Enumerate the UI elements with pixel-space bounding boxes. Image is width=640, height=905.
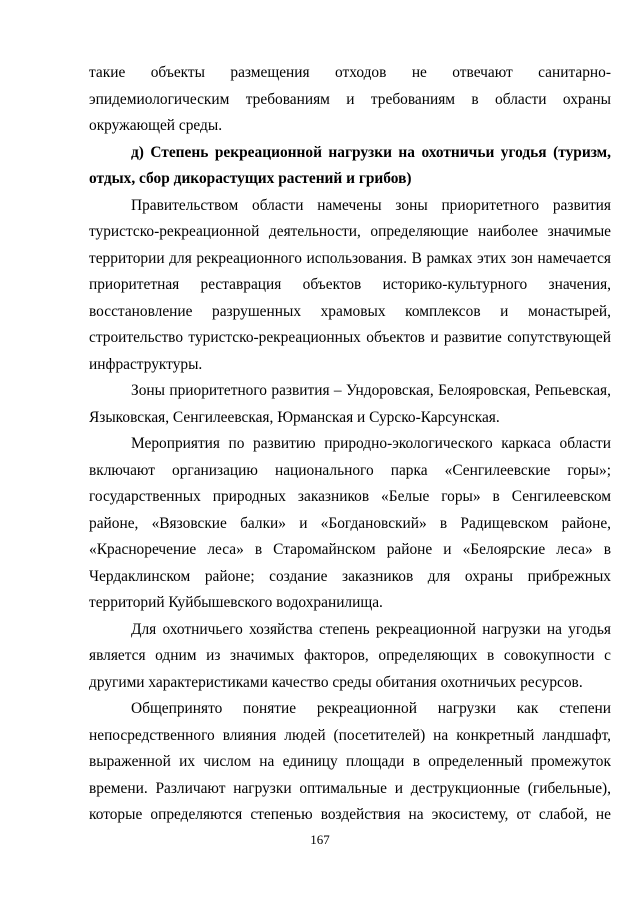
document-body: [89, 60, 611, 829]
text-line: инфраструктуры.: [89, 355, 203, 373]
text-line: Общепринято понятие рекреационной нагрузки как степени: [131, 700, 611, 717]
text-line: которые определяются степенью воздействия на экосистему, от слабой, не: [89, 806, 611, 823]
text-line: районе, «Вязовские балки» и «Богдановский» в Радищевском районе,: [89, 514, 611, 532]
text-line: Для охотничьего хозяйства степень рекреационной нагрузки на угодья: [131, 620, 611, 638]
text-line: Чердаклинском районе; создание заказников для охраны прибрежных: [89, 567, 611, 585]
text-line: такие объекты размещения отходов не отвечают санитарно-: [89, 64, 611, 81]
text-line: другими характеристиками качество среды обитания охотничьих ресурсов.: [89, 673, 583, 691]
section-heading-line: отдых, сбор дикорастущих растений и грибов): [89, 170, 412, 187]
text-line: непосредственного влияния людей (посетителей) на конкретный ландшафт,: [89, 726, 611, 744]
text-line: территорий Куйбышевского водохранилища.: [89, 594, 383, 611]
text-line: является одним из значимых факторов, определяющих в совокупности с: [89, 647, 611, 664]
text-line: эпидемиологическим требованиям и требованиям в области охраны: [89, 90, 611, 108]
text-line: Зоны приоритетного развития – Ундоровская, Белояровская, Репьевская,: [131, 382, 611, 399]
text-line: Правительством области намечены зоны приоритетного развития: [131, 196, 611, 214]
section-heading-line: д) Степень рекреационной нагрузки на охотничьи угодья (туризм,: [131, 143, 611, 161]
text-line: Мероприятия по развитию природно-экологического каркаса области: [131, 435, 611, 452]
text-line: времени. Различают нагрузки оптимальные и деструкционные (гибельные),: [89, 779, 611, 797]
text-line: выраженной их числом на единицу площади в определенный промежуток: [89, 753, 611, 770]
text-line: Языковская, Сенгилеевская, Юрманская и Сурско-Карсунская.: [89, 408, 500, 426]
text-line: туристско-рекреационной деятельности, определяющие наиболее значимые: [89, 223, 611, 240]
page-number: 167: [310, 832, 330, 847]
text-line: окружающей среды.: [89, 117, 223, 134]
text-line: государственных природных заказников «Белые горы» в Сенгилеевском: [89, 488, 611, 505]
text-line: территории для рекреационного использования. В рамках этих зон намечается: [89, 249, 611, 267]
text-line: включают организацию национального парка «Сенгилеевские горы»;: [89, 461, 611, 479]
text-line: приоритетная реставрация объектов историко-культурного значения,: [89, 276, 611, 293]
text-line: восстановление разрушенных храмовых комплексов и монастырей,: [89, 302, 611, 320]
text-line: «Красноречение леса» в Старомайнском районе и «Белоярские леса» в: [89, 541, 611, 558]
text-line: строительство туристско-рекреационных объектов и развитие сопутствующей: [89, 329, 611, 346]
